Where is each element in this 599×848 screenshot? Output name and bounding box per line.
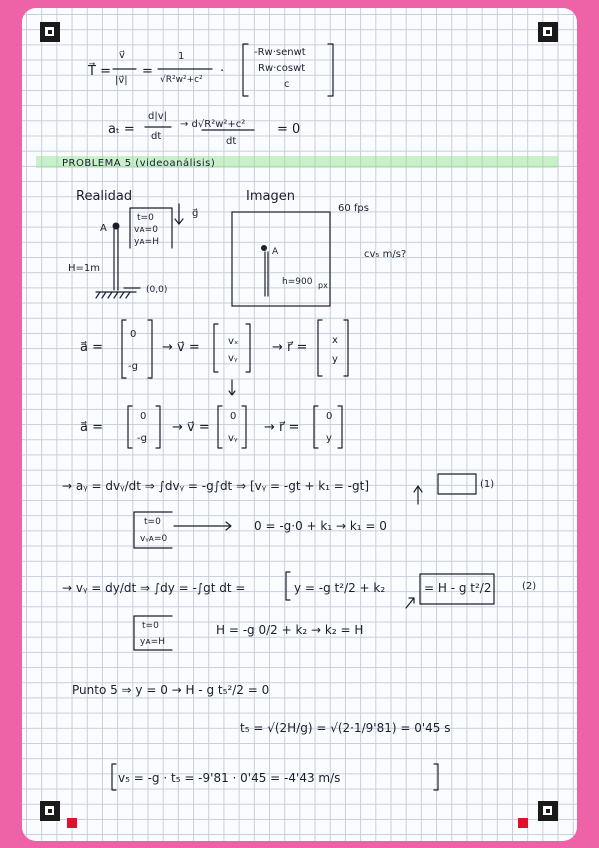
cond-box-v: vᴀ=0 [134, 225, 158, 235]
eq1-coef-den: √R²w²+c² [160, 75, 203, 85]
origin-circle [112, 284, 120, 292]
integration-1-tag: (1) [480, 479, 495, 490]
height-real: H=1m [68, 263, 101, 274]
label-fps: 60 fps [338, 203, 369, 214]
point-a-dot [113, 223, 120, 230]
s1-a: a⃗ = [80, 340, 103, 355]
s2-v2: vᵧ [228, 433, 238, 444]
cond-box-y: yᴀ=H [134, 237, 159, 247]
vs-calc: v₅ = -g · t₅ = -9'81 · 0'45 = -4'43 m/s [118, 771, 341, 785]
s2-v-bracket-r [242, 406, 246, 448]
eq2-result: = 0 [277, 122, 301, 137]
eq1-coef-num: 1 [178, 51, 185, 62]
eq1-matrix-2: Rw·coswt [258, 63, 306, 74]
origin-label: (0,0) [146, 285, 168, 295]
s1-a2: -g [128, 361, 138, 372]
integration-2-result: = H - g t²/2 [424, 581, 492, 595]
cond-box [130, 208, 172, 248]
s1-r2: y [332, 354, 338, 365]
int2-result-box [420, 574, 494, 604]
problem-title: PROBLEMA 5 (videoanálisis) [62, 158, 216, 169]
cond2-y: yᴀ=H [140, 637, 165, 647]
gravity-label: g⃗ [192, 208, 199, 219]
int2-bracket [286, 572, 290, 600]
final-bracket-l [112, 764, 116, 790]
image-frame [232, 212, 330, 306]
eq1-bracket-left [243, 44, 248, 96]
s2-a2: -g [137, 433, 147, 444]
question-vs: cv₅ m/s? [364, 249, 407, 260]
s2-r-bracket-r [338, 406, 342, 448]
s2-r-bracket-l [314, 406, 318, 448]
s1-a1: 0 [130, 329, 137, 340]
height-image: h=900 [282, 277, 313, 287]
s1-v: → v⃗ = [162, 340, 200, 355]
point-a-image: A [272, 247, 279, 257]
s1-v1: vₓ [228, 336, 239, 347]
ts-calc: t₅ = √(2H/g) = √(2·1/9'81) = 0'45 s [240, 721, 451, 735]
eq1-eq: = [142, 64, 153, 79]
int2-up-arrow [406, 598, 414, 608]
eq2-lhs: aₜ = [108, 122, 135, 137]
s2-r: → r⃗ = [264, 420, 300, 435]
eq1-bracket-right [328, 44, 333, 96]
eq1-dot: · [220, 64, 225, 79]
s1-r: → r⃗ = [272, 340, 308, 355]
s2-v1: 0 [230, 411, 237, 422]
cond1-v: vᵧᴀ=0 [140, 534, 168, 544]
s2-a1: 0 [140, 411, 147, 422]
eq1-matrix-1: -Rw·senwt [254, 47, 306, 58]
integration-2-box: y = -g t²/2 + k₂ [294, 581, 386, 595]
cond1-eq: 0 = -g·0 + k₁ → k₁ = 0 [254, 519, 387, 533]
s1-r-bracket-r [344, 320, 348, 376]
image-point-a [261, 245, 267, 251]
eq1-matrix-3: c [284, 79, 290, 90]
integration-1: → aᵧ = dvᵧ/dt ⇒ ∫dvᵧ = -g∫dt ⇒ [vᵧ = -gt + k₁ = -gt] [62, 479, 369, 493]
s2-v: → v⃗ = [172, 420, 210, 435]
eq1-frac-num: v⃗ [119, 50, 125, 61]
s1-v-bracket-l [214, 324, 218, 372]
notebook-page [22, 8, 577, 841]
s2-a-bracket-r [156, 406, 160, 448]
ground-hatch [96, 292, 130, 298]
point-a-real: A [100, 223, 107, 234]
eq2-den2: dt [226, 136, 237, 147]
cond-box-t: t=0 [137, 213, 154, 223]
label-imagen: Imagen [246, 189, 295, 204]
s1-v-bracket-r [246, 324, 250, 372]
s2-r1: 0 [326, 411, 333, 422]
int1-result-box [438, 474, 476, 494]
s1-r1: x [332, 335, 338, 346]
cond1-t: t=0 [144, 517, 161, 527]
label-realidad: Realidad [76, 189, 133, 204]
cond2-box [134, 616, 172, 650]
height-image-unit: px [318, 281, 328, 290]
ink-strokes [22, 8, 577, 841]
s1-v2: vᵧ [228, 353, 238, 364]
int1-up-arrow [414, 486, 422, 504]
s1-r-bracket-l [318, 320, 322, 376]
integration-2-lhs: → vᵧ = dy/dt ⇒ ∫dy = -∫gt dt = [62, 581, 246, 595]
cond2-t: t=0 [142, 621, 159, 631]
eq2-arrow: → d√R²w²+c² [180, 119, 246, 130]
s2-a: a⃗ = [80, 420, 103, 435]
cond1-box [134, 512, 172, 548]
final-bracket-r [434, 764, 438, 790]
cond2-eq: H = -g 0/2 + k₂ → k₂ = H [216, 623, 364, 637]
s2-a-bracket-l [128, 406, 132, 448]
eq2-den: dt [151, 131, 162, 142]
punto-5: Punto 5 ⇒ y = 0 → H - g t₅²/2 = 0 [72, 683, 270, 697]
eq1-frac-den: |v⃗| [115, 75, 128, 86]
s2-v-bracket-l [218, 406, 222, 448]
s2-r2: y [326, 433, 332, 444]
eq2-num: d|v| [148, 111, 168, 122]
eq1-t: T⃗ = [88, 64, 111, 79]
integration-2-tag: (2) [522, 581, 537, 592]
s1-a-bracket-l [122, 320, 126, 378]
s1-a-bracket-r [148, 320, 152, 378]
